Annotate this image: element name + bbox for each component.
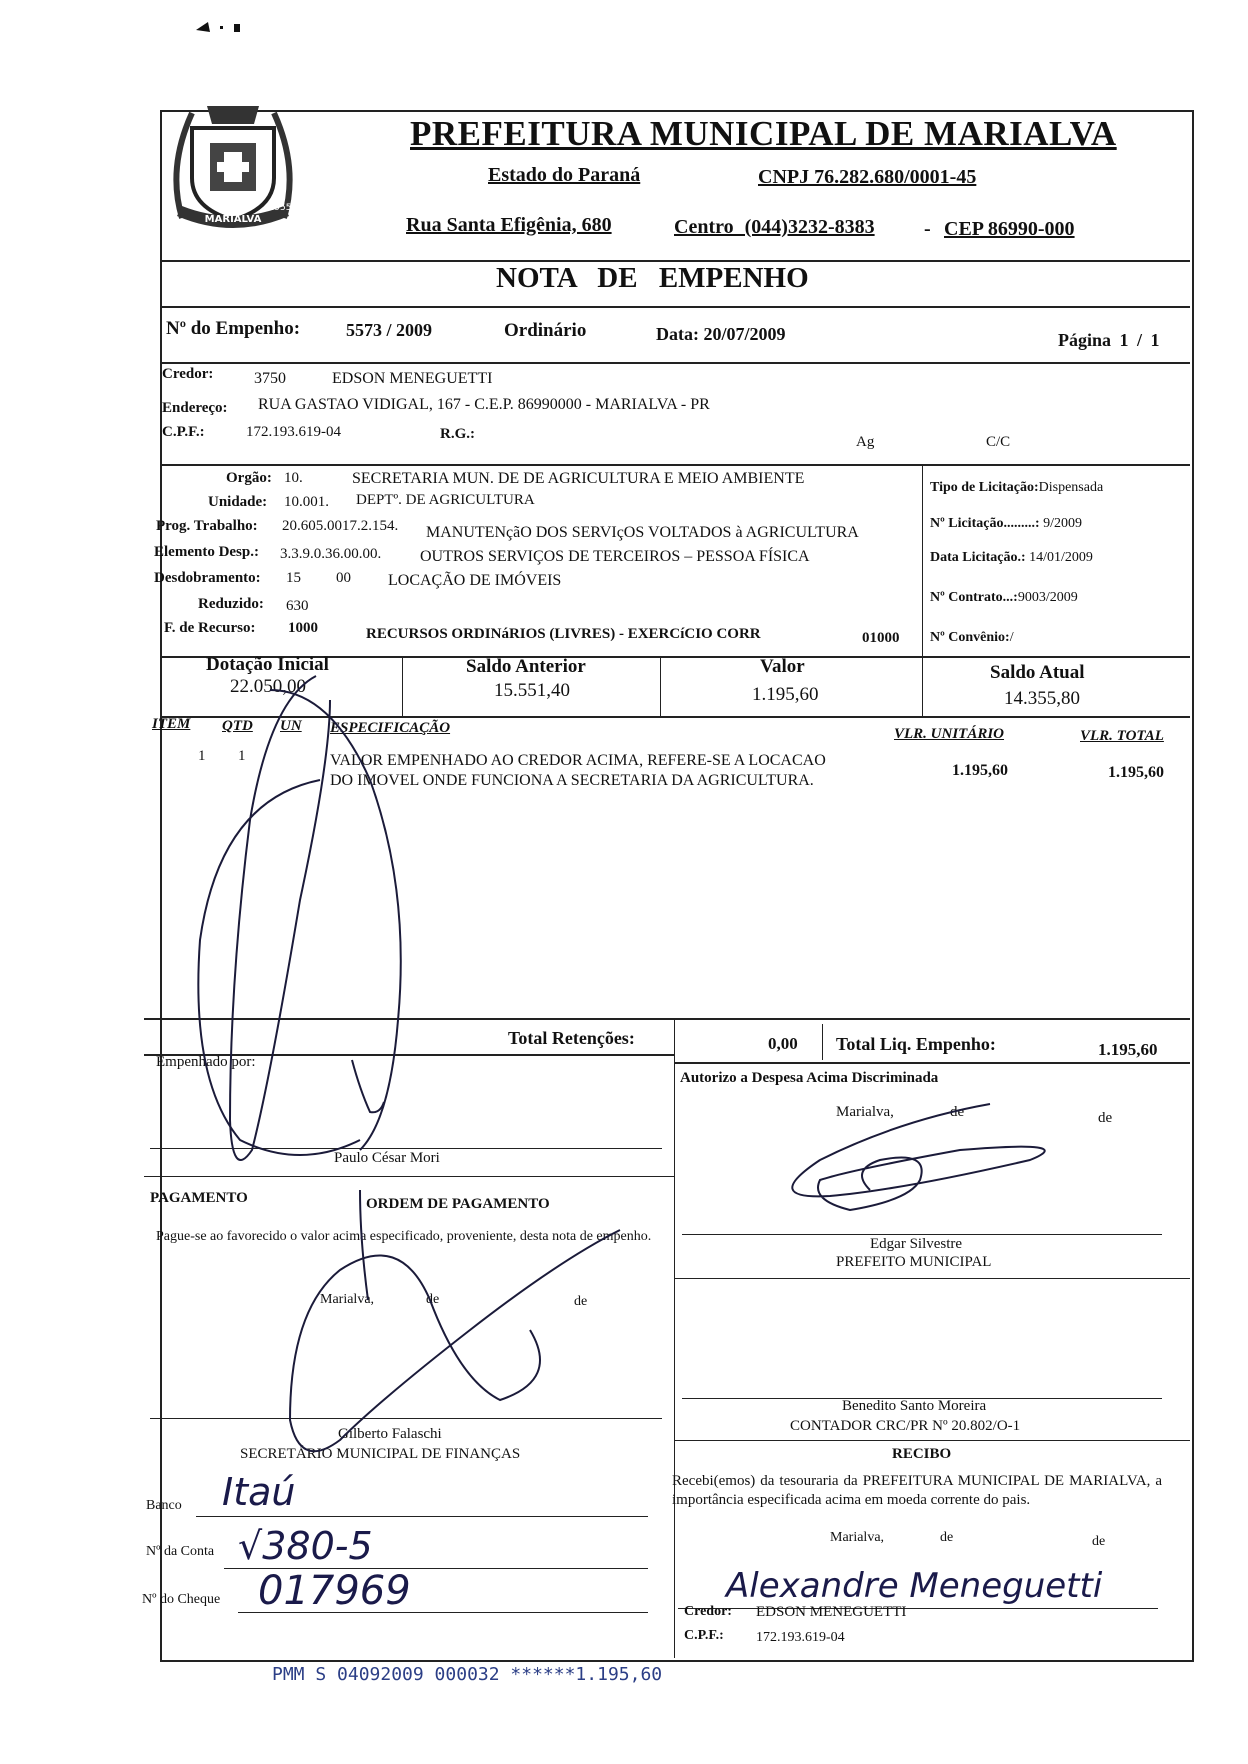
desdobramento-a: 15 [286,570,301,586]
pagamento-de1: de [426,1292,440,1307]
unidade-name: DEPTº. DE AGRICULTURA [356,492,535,508]
credor-label: Credor: [162,366,214,382]
autorizo-de2: de [1098,1110,1113,1126]
credor-address: RUA GASTAO VIDIGAL, 167 - C.E.P. 86990000 - MARIALVA - PR [258,396,710,413]
page-number: Página 1 / 1 [1058,330,1160,350]
pagamento-text: Pague-se ao favorecido o valor acima especificado, proveniente, desta nota de empenho. [156,1229,652,1244]
prog-name: MANUTENçãO DOS SERVIçOS VOLTADOS à AGRICULTURA [426,524,859,541]
prog-label: Prog. Trabalho: [156,518,258,534]
unidade-label: Unidade: [208,494,268,510]
data-licitacao-value: 14/01/2009 [1029,550,1093,565]
document-title: NOTA DE EMPENHO [496,262,809,294]
pagamento-place: Marialva, [320,1292,375,1307]
street-address: Rua Santa Efigênia, 680 [406,214,612,236]
empenho-date: Data: 20/07/2009 [656,324,786,344]
saldo-atual-label: Saldo Atual [990,662,1085,683]
dotacao-value: 22.050,00 [230,676,306,697]
secretario-name: Gilberto Falaschi [338,1426,442,1442]
svg-text:MARIALVA: MARIALVA [204,214,262,225]
contrato-value: 9003/2009 [1017,590,1078,605]
orgao-code: 10. [284,470,303,486]
desdobramento-b: 00 [336,570,351,586]
recibo-credor-label: Credor: [684,1604,732,1619]
recibo-cpf: 172.193.619-04 [756,1630,845,1645]
liquido-label: Total Liq. Empenho: [836,1034,996,1054]
autorizo-de1: de [950,1104,965,1120]
recibo-credor: EDSON MENEGUETTI [756,1604,907,1620]
retencoes-value: 0,00 [768,1034,798,1053]
valor-label: Valor [760,656,805,677]
saldo-atual-value: 14.355,80 [1004,688,1080,709]
recibo-text: Recebi(emos) da tesouraria da PREFEITURA MUNICIPAL DE MARIALVA, a importância especificada acima em moeda corrente do pais. [672,1473,1162,1508]
tipo-licitacao-value: Dispensada [1038,480,1104,495]
col-item: ITEM [152,716,191,732]
item-qtd: 1 [238,748,246,764]
recibo-de1: de [940,1530,954,1545]
conta-value: √380-5 [238,1524,373,1568]
dotacao-label: Dotação Inicial [206,654,329,675]
credor-name: EDSON MENEGUETTI [332,370,493,387]
cpf-label: C.P.F.: [162,424,205,440]
item-vlr-total: 1.195,60 [1108,764,1164,781]
col-un: UN [280,718,302,734]
credor-code: 3750 [254,370,286,387]
empenho-number-label: Nº do Empenho: [166,318,301,339]
autorizo-label: Autorizo a Despesa Acima Discriminada [680,1070,939,1086]
contador-role: CONTADOR CRC/PR Nº 20.802/O-1 [790,1418,1021,1434]
saldo-anterior-label: Saldo Anterior [466,656,586,677]
prefeito-name: Edgar Silvestre [870,1236,963,1252]
header-separator: - [924,218,931,240]
recibo-cpf-label: C.P.F.: [684,1628,724,1643]
machine-stamp: PMM S 04092009 000032 ******1.195,60 [272,1664,663,1685]
desdobramento-name: LOCAÇÃO DE IMÓVEIS [388,572,562,589]
address-label: Endereço: [162,400,228,416]
item-number: 1 [198,748,206,764]
item-description-line2: DO IMOVEL ONDE FUNCIONA A SECRETARIA DA AGRICULTURA. [330,772,814,789]
recurso-label: F. de Recurso: [164,620,256,636]
reduzido: 630 [286,598,309,614]
liquido-value: 1.195,60 [1098,1040,1158,1059]
orgao-label: Orgão: [226,470,272,486]
elemento-name: OUTROS SERVIÇOS DE TERCEIROS – PESSOA FÍSICA [420,548,810,565]
empenhado-name: Paulo César Mori [334,1150,440,1166]
convenio-label: Nº Convênio: [930,630,1010,645]
cc-label: C/C [986,434,1011,450]
credor-cpf: 172.193.619-04 [246,424,341,440]
district-phone: Centro (044)3232-8383 [674,216,875,238]
recibo-place: Marialva, [830,1530,885,1545]
prefeito-role: PREFEITO MUNICIPAL [836,1254,992,1270]
col-vlr-unitario: VLR. UNITÁRIO [894,726,1005,742]
recurso-code: 1000 [288,620,318,636]
reduzido-label: Reduzido: [198,596,264,612]
cep: CEP 86990-000 [944,218,1075,240]
autorizo-place: Marialva, [836,1104,894,1120]
col-vlr-total: VLR. TOTAL [1080,728,1164,744]
numero-licitacao-value: 9/2009 [1043,516,1082,531]
contrato-label: Nº Contrato...: [930,590,1018,605]
elemento-label: Elemento Desp.: [154,544,259,560]
col-especificacao: ESPECIFICAÇÃO [330,720,451,736]
contador-name: Benedito Santo Moreira [842,1398,987,1414]
city-hall-title: PREFEITURA MUNICIPAL DE MARIALVA [410,114,1117,153]
cheque-value: 017969 [258,1568,411,1614]
secretario-role: SECRETÁRIO MUNICIPAL DE FINANÇAS [240,1446,521,1462]
ag-label: Ag [856,434,875,450]
cnpj: CNPJ 76.282.680/0001-45 [758,166,977,188]
svg-text:1955: 1955 [268,203,292,213]
recibo-label: RECIBO [892,1446,952,1462]
recibo-signature: Alexandre Meneguetti [726,1566,1103,1606]
recibo-de2: de [1092,1534,1106,1549]
pagamento-label: PAGAMENTO [150,1190,248,1206]
valor-value: 1.195,60 [752,684,819,705]
cheque-label: Nº do Cheque [142,1592,221,1607]
rg-label: R.G.: [440,426,475,442]
ordem-pagamento-label: ORDEM DE PAGAMENTO [366,1196,550,1212]
orgao-name: SECRETARIA MUN. DE DE AGRICULTURA E MEIO AMBIENTE [352,470,805,487]
empenho-number: 5573 / 2009 [346,320,433,340]
banco-value: Itaú [222,1470,296,1514]
state-name: Estado do Paraná [488,164,641,186]
data-licitacao-label: Data Licitação.: [930,550,1026,565]
recurso-name: RECURSOS ORDINáRIOS (LIVRES) - EXERCíCIO CORR [366,626,761,642]
col-qtd: QTD [222,718,253,734]
retencoes-label: Total Retenções: [508,1028,635,1048]
item-description-line1: VALOR EMPENHADO AO CREDOR ACIMA, REFERE-SE A LOCACAO [330,752,826,769]
banco-label: Banco [146,1498,182,1513]
item-vlr-unitario: 1.195,60 [952,762,1008,779]
conta-label: Nº da Conta [146,1544,215,1559]
empenhado-label: Empenhado por: [156,1054,256,1070]
empenho-type: Ordinário [504,320,587,341]
numero-licitacao-label: Nº Licitação.........: [930,516,1040,531]
elemento-code: 3.3.9.0.36.00.00. [280,546,382,562]
desdobramento-label: Desdobramento: [154,570,261,586]
unidade-code: 10.001. [284,494,329,510]
tipo-licitacao-label: Tipo de Licitação: [930,480,1039,495]
pagamento-de2: de [574,1294,588,1309]
convenio-value: / [1009,630,1014,645]
recurso-ref: 01000 [862,630,900,646]
prog-code: 20.605.0017.2.154. [282,518,399,534]
saldo-anterior-value: 15.551,40 [494,680,570,701]
